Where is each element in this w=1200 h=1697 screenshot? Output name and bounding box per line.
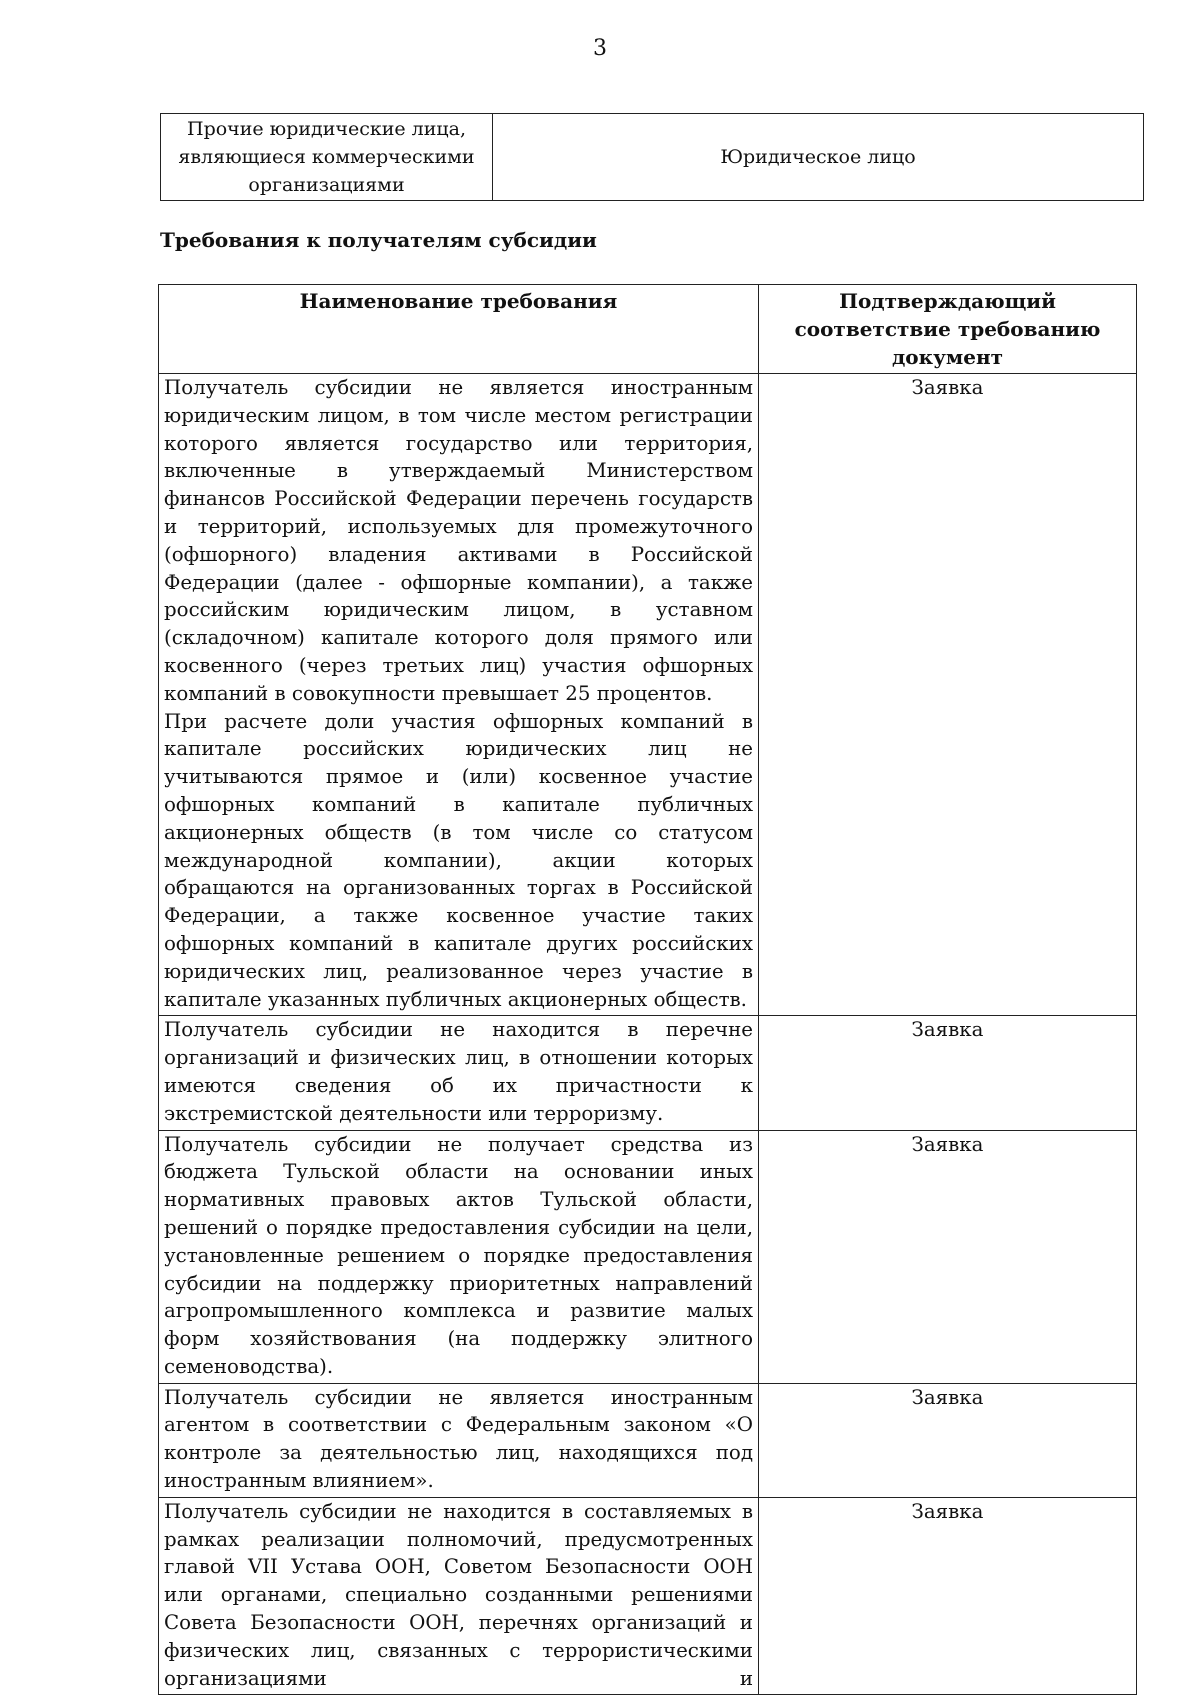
table-row	[161, 114, 1144, 201]
requirement-paragraph: Получатель субсидии не находится в перечне организаций и физических лиц, в отношении которых имеются сведения об их причастности к экстремистской деятельности или терроризму.	[164, 1018, 753, 1125]
requirement-cell	[159, 1130, 759, 1383]
table-row	[159, 1130, 1137, 1383]
requirement-cell	[159, 374, 759, 1016]
document-cell: Заявка	[759, 1016, 1137, 1130]
page-number: 3	[593, 36, 607, 61]
table-row	[159, 1497, 1137, 1695]
section-heading: Требования к получателям субсидии	[160, 228, 597, 252]
document-column-header: Подтверждающий соответствие требованию документ	[759, 285, 1137, 374]
table-row	[159, 374, 1137, 1016]
requirement-paragraph: При расчете доли участия офшорных компаний в капитале российских юридических лиц не учитываются прямое и (или) косвенное участие офшорных компаний в капитале публичных акционерных обществ (в том числе со статусом международной компании), акции которых обращаются на организованных торгах в Российской Федерации, а также косвенное участие таких офшорных компаний в капитале других российских юридических лиц, реализованное через участие в капитале указанных публичных акционерных обществ.	[164, 709, 753, 1011]
requirement-paragraph: Получатель субсидии не получает средства из бюджета Тульской области на основании иных нормативных правовых актов Тульской области, решений о порядке предоставления субсидии на цели, установленные решением о порядке предоставления субсидии на поддержку приоритетных направлений агропромышленного комплекса и развитие малых форм хозяйствования (на поддержку элитного семеноводства).	[164, 1132, 753, 1378]
document-cell: Заявка	[759, 1130, 1137, 1383]
entity-type-cell: Юридическое лицо	[493, 114, 1144, 201]
requirement-cell	[159, 1383, 759, 1497]
entity-type-table	[160, 113, 1144, 201]
table-header-row	[159, 285, 1137, 374]
document-cell: Заявка	[759, 374, 1137, 1016]
entity-category-cell: Прочие юридические лица, являющиеся коммерческими организациями	[161, 114, 493, 201]
requirement-paragraph: Получатель субсидии не является иностранным юридическим лицом, в том числе местом регистрации которого является государство или территория, включенные в утверждаемый Министерством финансов Российской Федерации перечень государств и территорий, используемых для промежуточного (офшорного) владения активами в Российской Федерации (далее - офшорные компании), а также российским юридическим лицом, в уставном (складочном) капитале которого доля прямого или косвенного (через третьих лиц) участия офшорных компаний в совокупности превышает 25 процентов.	[164, 376, 753, 705]
requirement-paragraph: Получатель субсидии не находится в составляемых в рамках реализации полномочий, предусмотренных главой VII Устава ООН, Советом Безопасности ООН или органами, специально созданными решениями Совета Безопасности ООН, перечнях организаций и физических лиц, связанных с террористическими организациями и	[164, 1499, 753, 1690]
requirement-cell	[159, 1497, 759, 1695]
table-row	[159, 1016, 1137, 1130]
requirement-cell	[159, 1016, 759, 1130]
requirement-paragraph: Получатель субсидии не является иностранным агентом в соответствии с Федеральным законом «О контроле за деятельностью лиц, находящихся под иностранным влиянием».	[164, 1385, 753, 1493]
requirements-table	[158, 284, 1137, 1695]
document-cell: Заявка	[759, 1383, 1137, 1497]
requirement-column-header: Наименование требования	[159, 285, 759, 374]
table-row	[159, 1383, 1137, 1497]
document-cell: Заявка	[759, 1497, 1137, 1695]
